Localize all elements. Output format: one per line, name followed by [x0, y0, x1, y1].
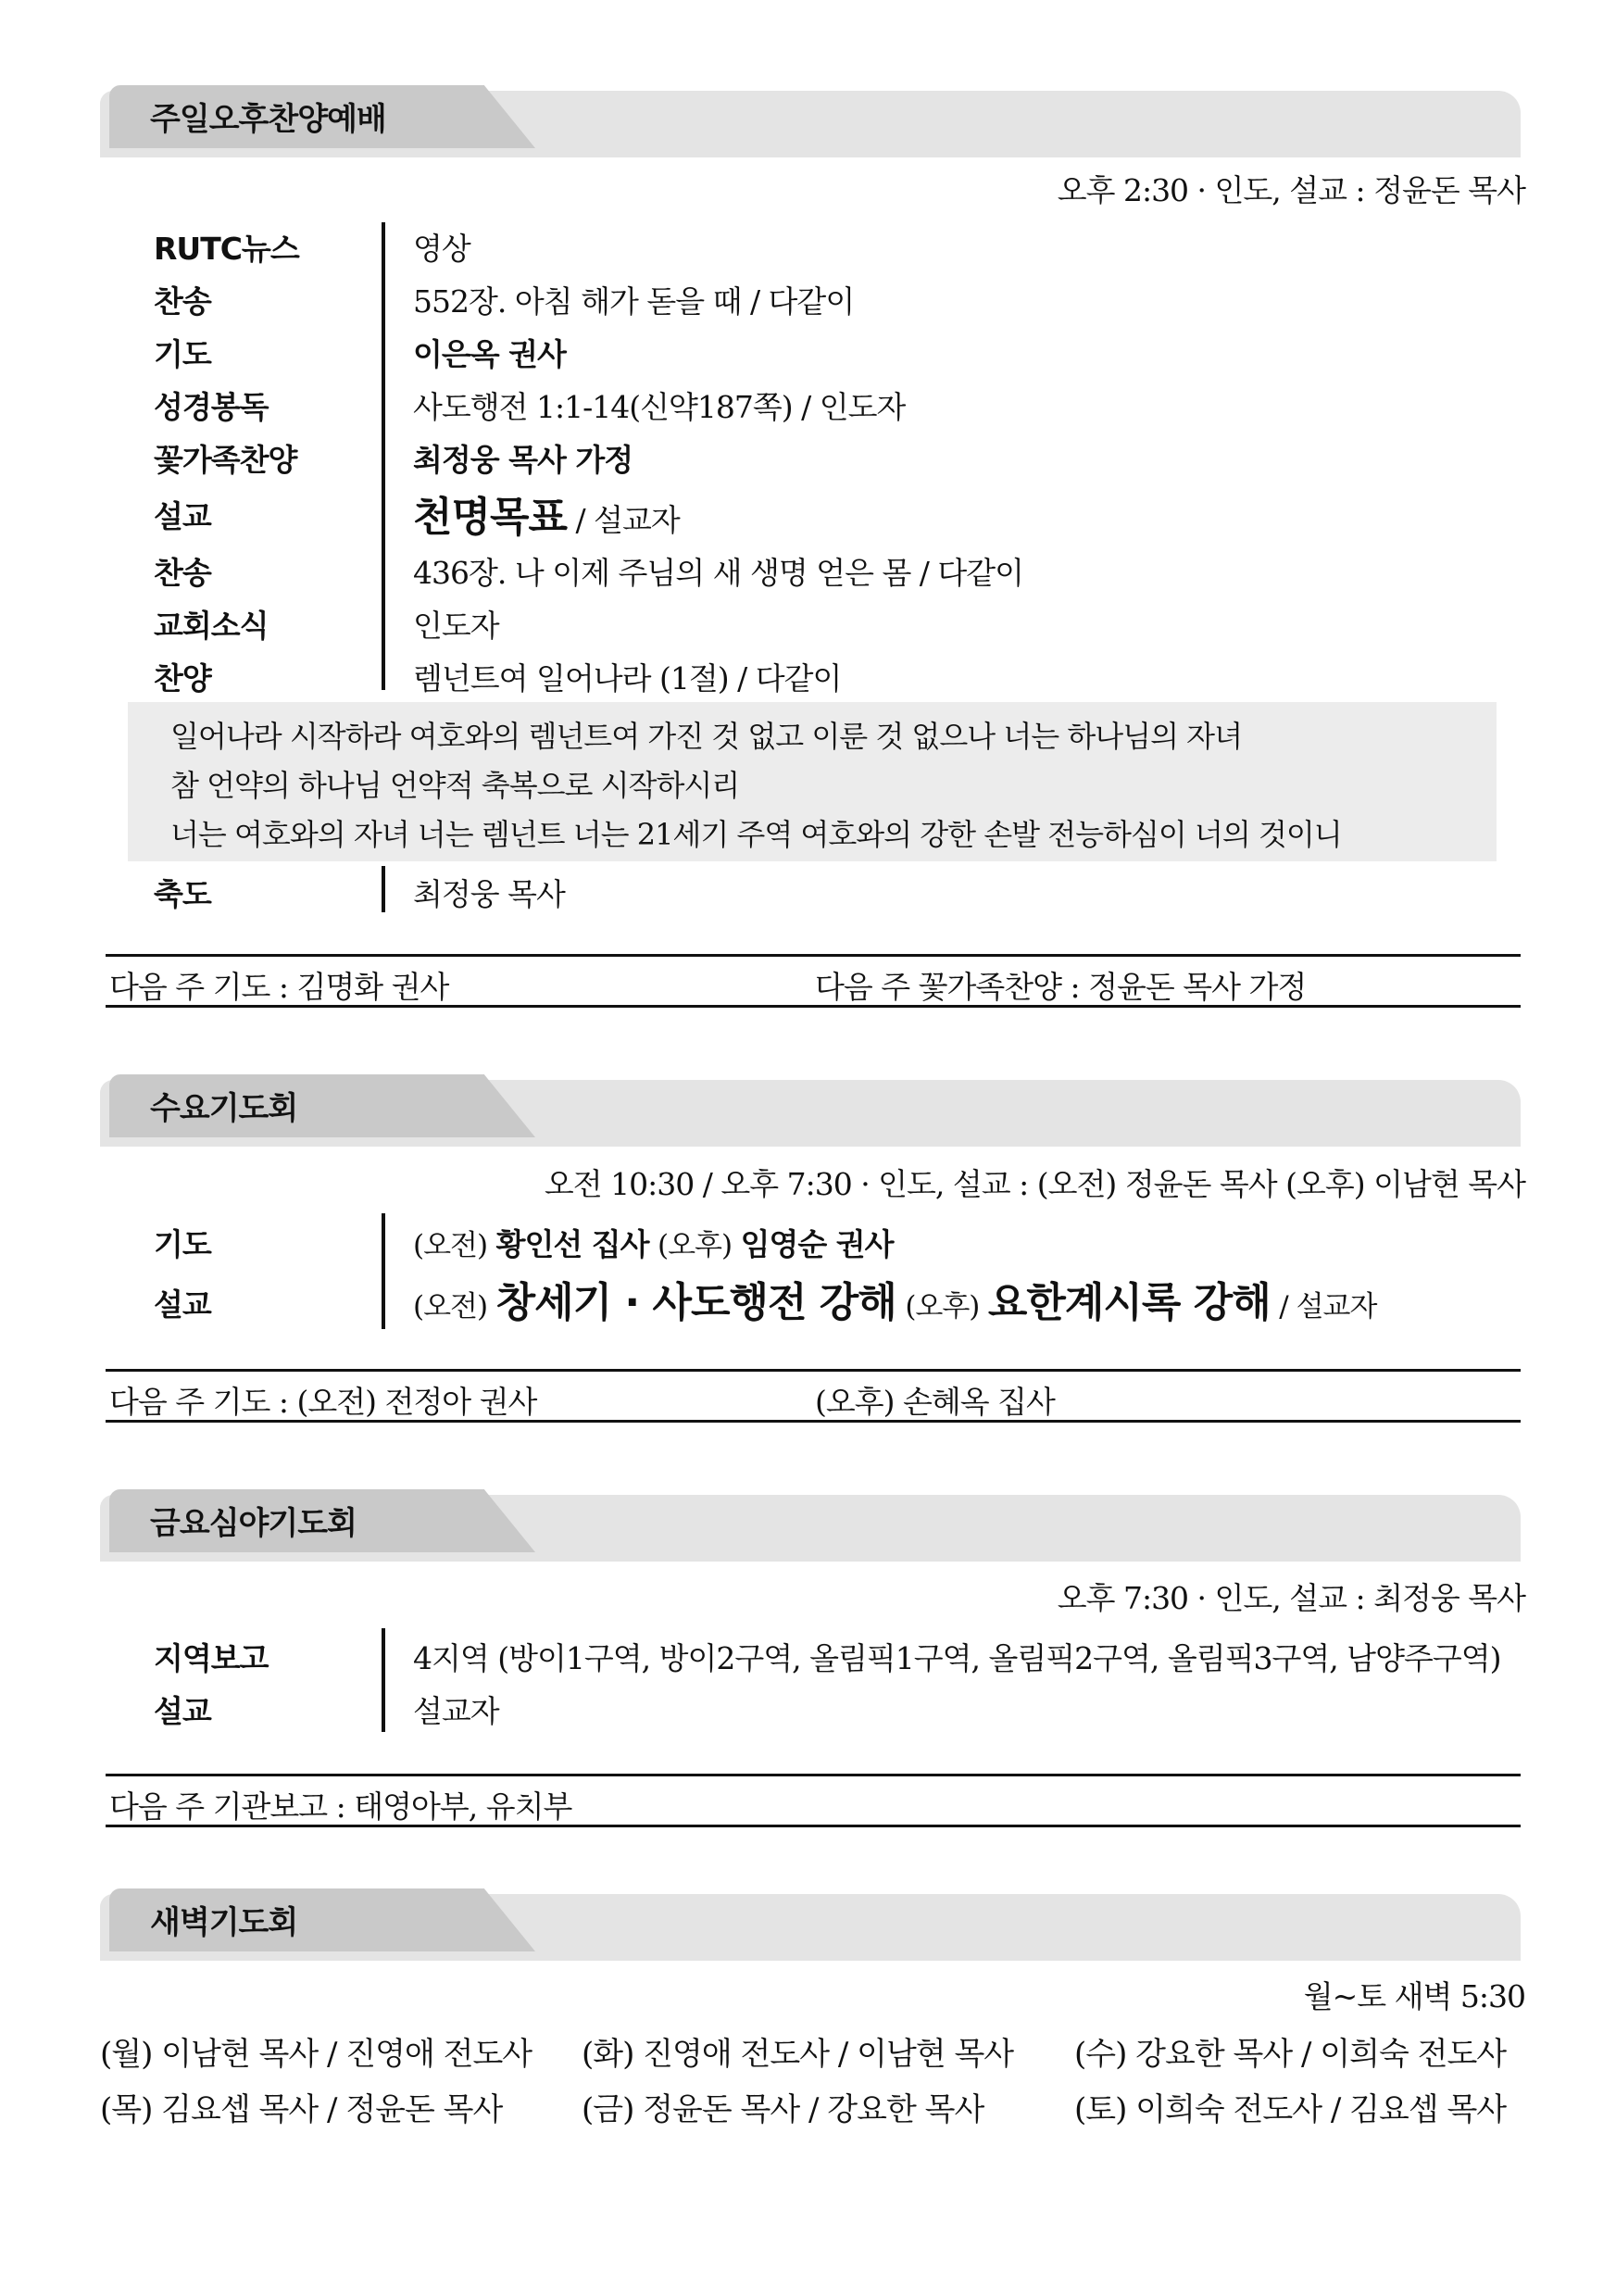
row-value: 552장. 아침 해가 돋을 때 / 다같이	[413, 283, 855, 320]
sermon-title: 천명목표	[413, 494, 568, 541]
row-value: 인도자	[413, 608, 499, 644]
pm-tag: (오후)	[657, 1229, 733, 1262]
next-week-report: 다음 주 기관보고 : 태영아부, 유치부	[109, 1788, 572, 1825]
row-label: RUTC뉴스	[154, 231, 299, 267]
row-label: 기도	[154, 336, 211, 372]
wednesday-meta: 오전 10:30 / 오후 7:30 · 인도, 설교 : (오전) 정윤돈 목사 (오후) 이남현 목사	[544, 1166, 1525, 1202]
row-label: 성경봉독	[154, 389, 269, 425]
row-value: 영상	[413, 231, 470, 267]
row-label: 찬송	[154, 555, 211, 591]
row-label: 축도	[154, 876, 211, 912]
wednesday-divider	[382, 1213, 385, 1329]
prayer-leader: 이은옥 권사	[413, 336, 566, 372]
row-label: 기도	[154, 1226, 211, 1262]
family-praise: 최정웅 목사 가정	[413, 442, 633, 478]
lyric-line: 너는 여호와의 자녀 너는 렘넌트 너는 21세기 주역 여호와의 강한 손발 전능하심이 너의 것이니	[170, 817, 1342, 852]
row-value: 설교자	[413, 1693, 499, 1729]
dawn-schedule-item: (목) 김요셉 목사 / 정윤돈 목사	[100, 2091, 503, 2128]
next-week-prayer-pm: (오후) 손혜옥 집사	[815, 1384, 1055, 1420]
row-label: 찬송	[154, 283, 211, 320]
row-label: 설교	[154, 498, 211, 534]
next-week-prayer: 다음 주 기도 : (오전) 전정아 권사	[109, 1384, 537, 1420]
section-title-sunday: 주일오후찬양예배	[150, 101, 386, 138]
sunday-divider	[382, 222, 385, 690]
next-week-praise: 다음 주 꽃가족찬양 : 정윤돈 목사 가정	[815, 969, 1307, 1005]
rule	[106, 1774, 1521, 1776]
lyric-line: 참 언약의 하나님 언약적 축복으로 시작하시리	[170, 768, 740, 803]
rule	[106, 1420, 1521, 1423]
row-label: 꽃가족찬양	[154, 442, 297, 478]
row-value: 최정웅 목사	[413, 876, 565, 912]
prayer-line	[413, 1221, 893, 1264]
section-title-friday: 금요심야기도회	[150, 1505, 357, 1542]
sermon-suffix: / 설교자	[567, 502, 680, 538]
dawn-schedule-item: (화) 진영애 전도사 / 이남현 목사	[582, 2036, 1014, 2073]
row-value: 4지역 (방이1구역, 방이2구역, 올림픽1구역, 올림픽2구역, 올림픽3구역, 남양주구역)	[413, 1640, 1501, 1676]
section-title-dawn: 새벽기도회	[150, 1904, 298, 1941]
rule	[106, 1369, 1521, 1372]
sermon-line	[413, 1269, 1376, 1328]
row-label: 지역보고	[154, 1640, 269, 1676]
dawn-schedule-item: (수) 강요한 목사 / 이희숙 전도사	[1074, 2036, 1507, 2073]
friday-meta: 오후 7:30 · 인도, 설교 : 최정웅 목사	[1057, 1580, 1525, 1616]
row-label: 설교	[154, 1286, 211, 1323]
friday-divider	[382, 1628, 385, 1732]
row-value: 렘넌트여 일어나라 (1절) / 다같이	[413, 660, 842, 696]
row-label: 교회소식	[154, 608, 269, 644]
rule	[106, 954, 1521, 957]
dawn-meta: 월~토 새벽 5:30	[1303, 1978, 1525, 2014]
prayer-am: 황인선 집사	[495, 1226, 649, 1262]
prayer-pm: 임영순 권사	[740, 1226, 894, 1262]
sermon-line	[413, 483, 680, 543]
section-title-wednesday: 수요기도회	[150, 1090, 298, 1127]
am-tag: (오전)	[413, 1290, 488, 1324]
rule	[106, 1825, 1521, 1827]
sermon-am: 창세기 · 사도행전 강해	[495, 1279, 896, 1326]
sermon-suffix: / 설교자	[1279, 1290, 1377, 1324]
row-value: 사도행전 1:1-14(신약187쪽) / 인도자	[413, 389, 906, 425]
am-tag: (오전)	[413, 1229, 488, 1262]
row-label: 설교	[154, 1693, 211, 1729]
dawn-schedule-item: (금) 정윤돈 목사 / 강요한 목사	[582, 2091, 984, 2128]
sunday-meta: 오후 2:30 · 인도, 설교 : 정윤돈 목사	[1057, 172, 1525, 208]
pm-tag: (오후)	[905, 1290, 980, 1324]
sermon-pm: 요한계시록 강해	[987, 1279, 1271, 1326]
dawn-schedule-item: (토) 이희숙 전도사 / 김요셉 목사	[1074, 2091, 1507, 2128]
benediction-divider	[382, 866, 385, 912]
row-label: 찬양	[154, 660, 211, 696]
next-week-prayer: 다음 주 기도 : 김명화 권사	[109, 969, 449, 1005]
row-value: 436장. 나 이제 주님의 새 생명 얻은 몸 / 다같이	[413, 555, 1024, 591]
lyric-line: 일어나라 시작하라 여호와의 렘넌트여 가진 것 없고 이룬 것 없으나 너는 하나님의 자녀	[170, 719, 1242, 754]
dawn-schedule-item: (월) 이남현 목사 / 진영애 전도사	[100, 2036, 532, 2073]
rule	[106, 1005, 1521, 1008]
